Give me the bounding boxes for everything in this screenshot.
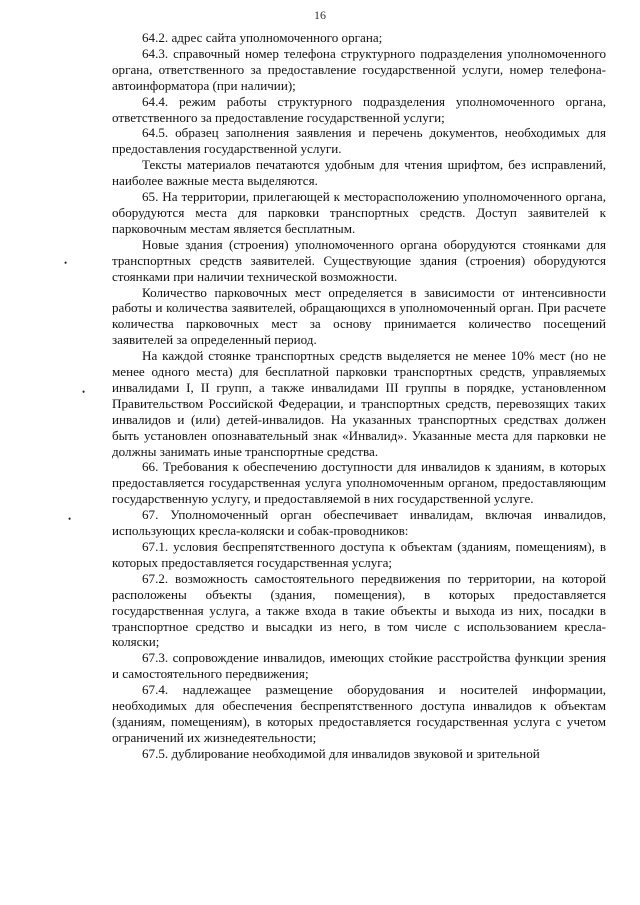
margin-mark: • [64,258,68,268]
paragraph-64-3: 64.3. справочный номер телефона структурного подразделения уполномоченного органа, ответственного за предоставление государственной услуги, номер телефона-автоинформатора (при наличии); [112,45,606,93]
paragraph-66: 66. Требования к обеспечению доступности для инвалидов к зданиям, в которых предоставляется государственная услуга уполномоченным органом, предоставляющим государственную услугу, и предоставляемой в них государственной услуге. [112,459,606,507]
paragraph-67: 67. Уполномоченный орган обеспечивает инвалидам, включая инвалидов, использующих кресла-коляски и собак-проводников: [112,507,606,539]
document-body [112,30,606,762]
paragraph-67-1: 67.1. условия беспрепятственного доступа к объектам (зданиям, помещениям), в которых предоставляется государственная услуга; [112,539,606,570]
paragraph-65: 65. На территории, прилегающей к месторасположению уполномоченного органа, оборудуются места для парковки транспортных средств. Доступ заявителей к парковочным местам является бесплатным. [112,189,606,236]
paragraph-64-2: 64.2. адрес сайта уполномоченного органа; [142,30,383,45]
paragraph-disabled-parking: На каждой стоянке транспортных средств выделяется не менее 10% мест (но не менее одного места) для бесплатной парковки транспортных средств, управляемых инвалидами I, II групп, а также инвалидами III группы в порядке, установленном Правительством Российской Федерации, и транспортных средств, перевозящих таких инвалидов и (или) детей-инвалидов. На указанных транспортных средствах должен быть установлен опознавательный знак «Инвалид». Указанные места для парковки не должны занимать иные транспортные средства. [112,348,606,459]
page-number: 16 [314,8,326,22]
margin-mark: • [68,514,72,524]
paragraph-new-buildings: Новые здания (строения) уполномоченного органа оборудуются стоянками для транспортных средств заявителей. Существующие здания (строения) оборудуются стоянками при наличии технической возможности. [112,236,606,284]
paragraph-64-4: 64.4. режим работы структурного подразделения уполномоченного органа, ответственного за предоставление государственной услуги; [112,93,606,125]
paragraph-texts-note: Тексты материалов печатаются удобным для чтения шрифтом, без исправлений, наиболее важные места выделяются. [112,157,606,189]
paragraph-67-4: 67.4. надлежащее размещение оборудования и носителей информации, необходимых для обеспечения беспрепятственного доступа инвалидов к объектам (зданиям, помещениям), в которых предоставляется государственная услуга с учетом ограничений их жизнедеятельности; [112,682,606,745]
paragraph-64-5: 64.5. образец заполнения заявления и перечень документов, необходимых для предоставления государственной услуги. [112,125,606,157]
paragraph-parking-count: Количество парковочных мест определяется в зависимости от интенсивности работы и количества заявителей, обращающихся в уполномоченный орган. При расчете количества парковочных мест за основу принимается количество посещений заявителей за определенный период. [112,284,606,348]
paragraph-67-5: 67.5. дублирование необходимой для инвалидов звуковой и зрительной [142,745,540,761]
margin-mark: • [82,387,86,397]
paragraph-67-2: 67.2. возможность самостоятельного передвижения по территории, на которой расположены объекты (здания, помещения), в которых предоставляется государственная услуга, а также входа в такие объекты и выхода из них, посадки в транспортное средство и высадки из него, в том числе с использованием кресла-коляски; [112,570,606,650]
paragraph-67-3: 67.3. сопровождение инвалидов, имеющих стойкие расстройства функции зрения и самостоятельного передвижения; [112,650,606,682]
